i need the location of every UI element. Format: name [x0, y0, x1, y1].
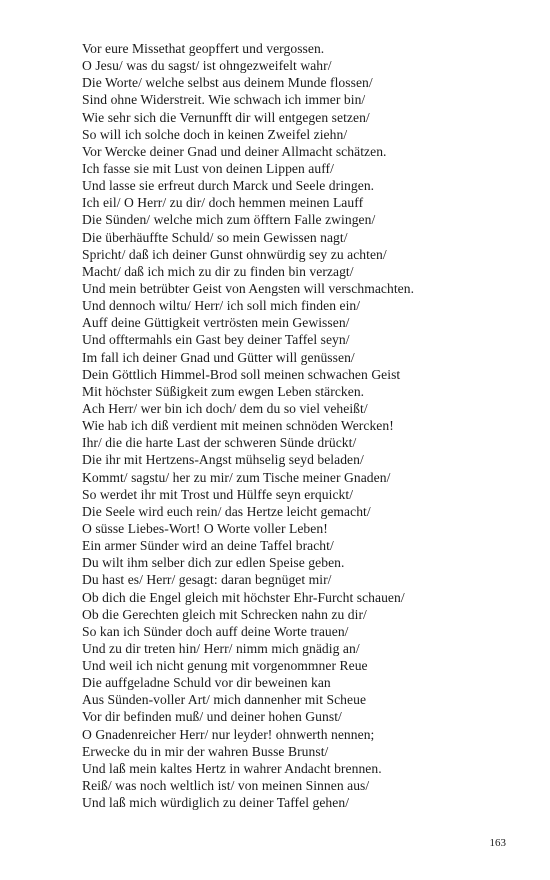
poem-line: Und zu dir treten hin/ Herr/ nimm mich gnädig an/: [82, 640, 360, 656]
poem-line: Wie sehr sich die Vernunfft dir will entgegen setzen/: [82, 109, 370, 125]
poem-line: Und offtermahls ein Gast bey deiner Taffel seyn/: [82, 332, 350, 348]
poem-line: O Gnadenreicher Herr/ nur leyder! ohnwerth nennen;: [82, 726, 375, 742]
poem-line: O Jesu/ was du sagst/ ist ohngezweifelt wahr/: [82, 58, 332, 74]
poem-line: Macht/ daß ich mich zu dir zu finden bin verzagt/: [82, 263, 354, 279]
poem-line: Reiß/ was noch weltlich ist/ von meinen Sinnen aus/: [82, 778, 370, 794]
poem-line: Vor Wercke deiner Gnad und deiner Allmacht schätzen.: [82, 143, 387, 159]
poem-line: Und laß mich würdiglich zu deiner Taffel gehen/: [82, 795, 350, 811]
poem-line: Spricht/ daß ich deiner Gunst ohnwürdig sey zu achten/: [82, 246, 387, 262]
poem-line: Und mein betrübter Geist von Aengsten will verschmachten.: [82, 280, 415, 296]
poem-line: Du wilt ihm selber dich zur edlen Speise geben.: [82, 555, 345, 571]
poem-line: Die Sünden/ welche mich zum öfftern Falle zwingen/: [82, 212, 376, 228]
poem-line: Die auffgeladne Schuld vor dir beweinen kan: [82, 675, 331, 691]
poem-line: Ob die Gerechten gleich mit Schrecken nahn zu dir/: [82, 606, 367, 622]
poem-line: So will ich solche doch in keinen Zweifel ziehn/: [82, 126, 348, 142]
poem-line: O süsse Liebes-Wort! O Worte voller Leben!: [82, 520, 328, 536]
poem-line: Vor dir befinden muß/ und deiner hohen Gunst/: [82, 709, 342, 725]
poem-line: Ein armer Sünder wird an deine Taffel bracht/: [82, 538, 334, 554]
poem-line: So werdet ihr mit Trost und Hülffe seyn erquickt/: [82, 486, 354, 502]
poem-line: Ob dich die Engel gleich mit höchster Ehr-Furcht schauen/: [82, 589, 405, 605]
poem-line: Und laß mein kaltes Hertz in wahrer Andacht brennen.: [82, 760, 382, 776]
poem-line: Vor eure Missethat geopffert und vergossen.: [82, 41, 325, 56]
poem-line: Auff deine Güttigkeit vertrösten mein Gewissen/: [82, 315, 350, 331]
poem-line: Die ihr mit Hertzens-Angst mühselig seyd beladen/: [82, 452, 364, 468]
poem-line: Die Worte/ welche selbst aus deinem Munde flossen/: [82, 75, 373, 91]
poem-text: [82, 40, 522, 811]
poem-line: Und dennoch wiltu/ Herr/ ich soll mich finden ein/: [82, 298, 361, 314]
poem-line: Aus Sünden-voller Art/ mich dannenher mit Scheue: [82, 692, 367, 708]
poem-line: Wie hab ich diß verdient mit meinen schnöden Wercken!: [82, 418, 394, 434]
poem-line: Die überhäuffte Schuld/ so mein Gewissen nagt/: [82, 229, 348, 245]
poem-line: Im fall ich deiner Gnad und Gütter will genüssen/: [82, 349, 355, 365]
poem-line: Ihr/ die die harte Last der schweren Sünde drückt/: [82, 435, 357, 451]
page-number: 163: [489, 837, 506, 849]
poem-line: Und lasse sie erfreut durch Marck und Seele dringen.: [82, 178, 375, 194]
poem-line: Ach Herr/ wer bin ich doch/ dem du so viel veheißt/: [82, 400, 368, 416]
poem-line: So kan ich Sünder doch auff deine Worte trauen/: [82, 623, 349, 639]
poem-line: Und weil ich nicht genung mit vorgenommner Reue: [82, 658, 368, 674]
poem-line: Mit höchster Süßigkeit zum ewgen Leben stärcken.: [82, 383, 365, 399]
poem-line: Die Seele wird euch rein/ das Hertze leicht gemacht/: [82, 503, 371, 519]
poem-line: Ich eil/ O Herr/ zu dir/ doch hemmen meinen Lauff: [82, 195, 364, 211]
poem-line: Erwecke du in mir der wahren Busse Brunst/: [82, 743, 329, 759]
poem-line: Kommt/ sagstu/ her zu mir/ zum Tische meiner Gnaden/: [82, 469, 391, 485]
poem-line: Ich fasse sie mit Lust von deinen Lippen auff/: [82, 160, 334, 176]
poem-line: Du hast es/ Herr/ gesagt: daran begnüget mir/: [82, 572, 332, 588]
poem-line: Sind ohne Widerstreit. Wie schwach ich immer bin/: [82, 92, 366, 108]
poem-line: Dein Göttlich Himmel-Brod soll meinen schwachen Geist: [82, 366, 401, 382]
